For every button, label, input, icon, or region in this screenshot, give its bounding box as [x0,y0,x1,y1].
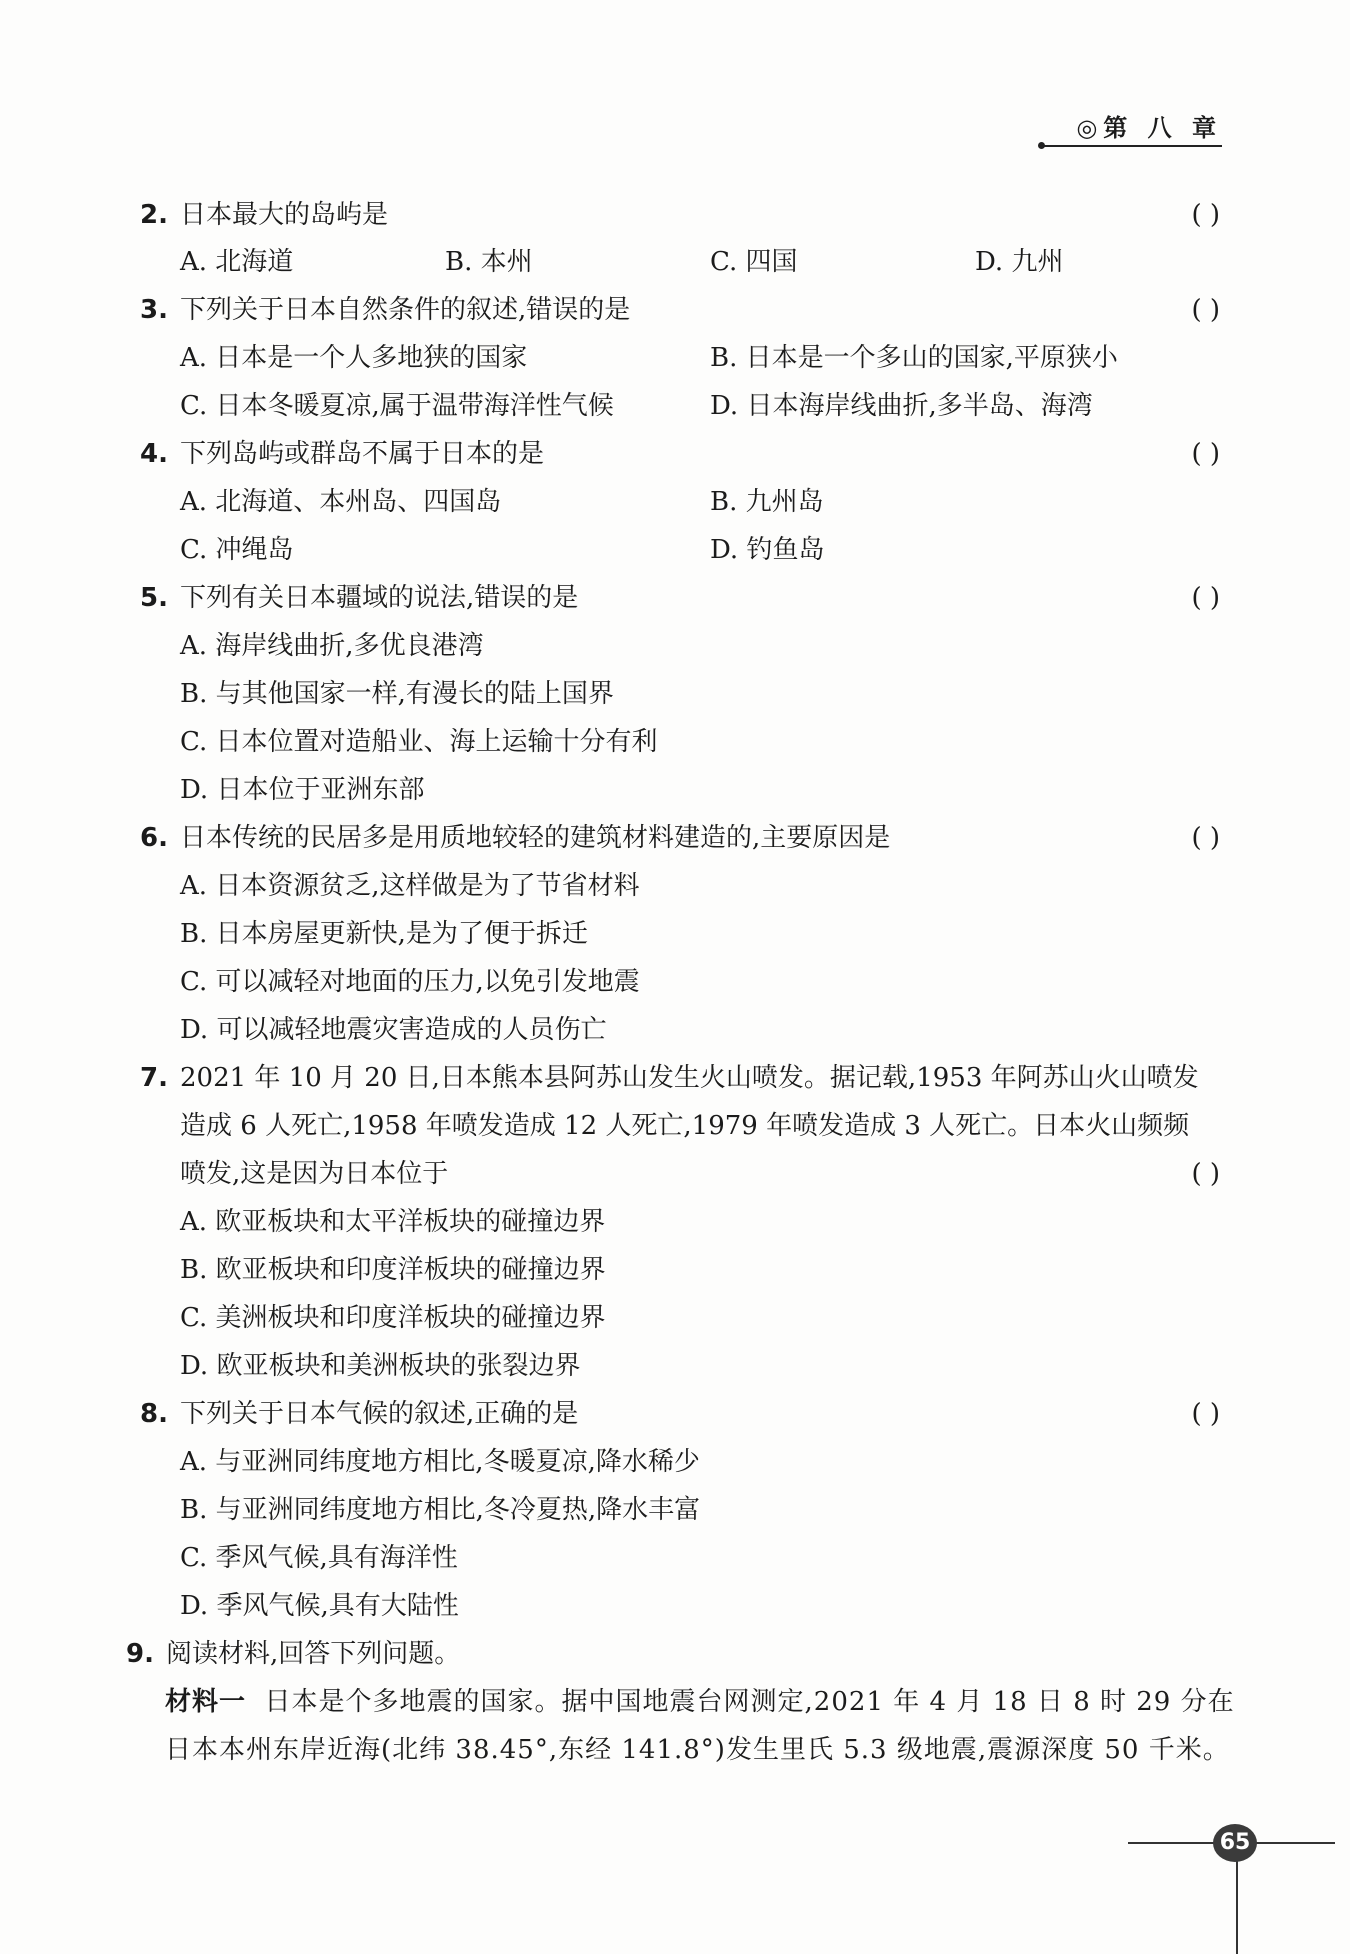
page-number-badge: 65 [1213,1824,1257,1862]
option-b[interactable]: B. 本州 [445,247,533,277]
question-9 [126,1639,1206,1669]
question-number: 8. [140,1399,168,1429]
question-stem-line-3: 喷发,这是因为日本位于 [180,1159,449,1189]
material-1-line-2: 日本本州东岸近海(北纬 38.45°,东经 141.8°)发生里氏 5.3 级地震,震源深度 50 千米。 [165,1735,1230,1765]
option-d[interactable]: D. 日本位于亚洲东部 [180,775,425,805]
question-stem: 日本传统的民居多是用质地较轻的建筑材料建造的,主要原因是 [180,823,891,853]
option-b[interactable]: B. 欧亚板块和印度洋板块的碰撞边界 [180,1255,606,1285]
option-c[interactable]: C. 日本冬暖夏凉,属于温带海洋性气候 [180,391,614,421]
question-stem: 下列关于日本自然条件的叙述,错误的是 [180,295,631,325]
question-stem-line-2: 造成 6 人死亡,1958 年喷发造成 12 人死亡,1979 年喷发造成 3 人死亡。日本火山频频 [180,1111,1190,1141]
material-label: 材料一 [165,1687,247,1717]
question-3 [140,295,1220,325]
question-7 [140,1063,1220,1093]
option-a[interactable]: A. 北海道、本州岛、四国岛 [180,487,502,517]
option-d[interactable]: D. 季风气候,具有大陆性 [180,1591,459,1621]
option-c[interactable]: C. 季风气候,具有海洋性 [180,1543,458,1573]
option-c[interactable]: C. 冲绳岛 [180,535,294,565]
question-number: 6. [140,823,168,853]
header-rule [1042,145,1222,147]
question-number: 7. [140,1063,168,1093]
answer-blank[interactable]: ( ) [1191,439,1220,469]
option-a[interactable]: A. 日本资源贫乏,这样做是为了节省材料 [180,871,640,901]
question-2 [140,200,1220,230]
question-number: 4. [140,439,168,469]
option-a[interactable]: A. 与亚洲同纬度地方相比,冬暖夏凉,降水稀少 [180,1447,700,1477]
chapter-header: ◎第 八 章 [1076,113,1222,142]
question-stem: 日本最大的岛屿是 [180,200,389,230]
question-stem: 下列关于日本气候的叙述,正确的是 [180,1399,579,1429]
option-a[interactable]: A. 欧亚板块和太平洋板块的碰撞边界 [180,1207,606,1237]
footer-rule-vertical [1236,1860,1238,1954]
option-d[interactable]: D. 钓鱼岛 [710,535,825,565]
answer-blank[interactable]: ( ) [1191,823,1220,853]
option-a[interactable]: A. 海岸线曲折,多优良港湾 [180,631,484,661]
answer-blank[interactable]: ( ) [1191,1159,1220,1189]
answer-blank[interactable]: ( ) [1191,295,1220,325]
answer-blank[interactable]: ( ) [1191,1399,1220,1429]
answer-blank[interactable]: ( ) [1191,200,1220,230]
option-b[interactable]: B. 与其他国家一样,有漫长的陆上国界 [180,679,614,709]
option-b[interactable]: B. 与亚洲同纬度地方相比,冬冷夏热,降水丰富 [180,1495,701,1525]
answer-blank[interactable]: ( ) [1191,583,1220,613]
question-6 [140,823,1220,853]
option-d[interactable]: D. 日本海岸线曲折,多半岛、海湾 [710,391,1093,421]
option-b[interactable]: B. 日本房屋更新快,是为了便于拆迁 [180,919,588,949]
option-a[interactable]: A. 北海道 [180,247,294,277]
question-7-last-line [180,1159,1220,1189]
option-c[interactable]: C. 美洲板块和印度洋板块的碰撞边界 [180,1303,606,1333]
option-b[interactable]: B. 九州岛 [710,487,824,517]
question-number: 2. [140,200,168,230]
question-stem: 下列有关日本疆域的说法,错误的是 [180,583,579,613]
question-8 [140,1399,1220,1429]
option-c[interactable]: C. 可以减轻对地面的压力,以免引发地震 [180,967,640,997]
material-1-line-1 [165,1687,1235,1717]
option-d[interactable]: D. 欧亚板块和美洲板块的张裂边界 [180,1351,581,1381]
question-stem: 阅读材料,回答下列问题。 [166,1639,461,1669]
option-d[interactable]: D. 可以减轻地震灾害造成的人员伤亡 [180,1015,607,1045]
question-stem: 下列岛屿或群岛不属于日本的是 [180,439,545,469]
question-5 [140,583,1220,613]
question-stem-line-1: 2021 年 10 月 20 日,日本熊本县阿苏山发生火山喷发。据记载,1953 年阿苏山火山喷发 [180,1063,1199,1093]
material-text: 日本是个多地震的国家。据中国地震台网测定,2021 年 4 月 18 日 8 时 29 分在 [264,1687,1235,1717]
option-c[interactable]: C. 四国 [710,247,798,277]
option-c[interactable]: C. 日本位置对造船业、海上运输十分有利 [180,727,658,757]
question-number: 9. [126,1639,154,1669]
question-4 [140,439,1220,469]
option-a[interactable]: A. 日本是一个人多地狭的国家 [180,343,528,373]
option-b[interactable]: B. 日本是一个多山的国家,平原狭小 [710,343,1118,373]
footer-rule-left [1128,1842,1218,1844]
option-d[interactable]: D. 九州 [975,247,1064,277]
footer-rule-right [1255,1842,1335,1844]
question-number: 5. [140,583,168,613]
question-number: 3. [140,295,168,325]
